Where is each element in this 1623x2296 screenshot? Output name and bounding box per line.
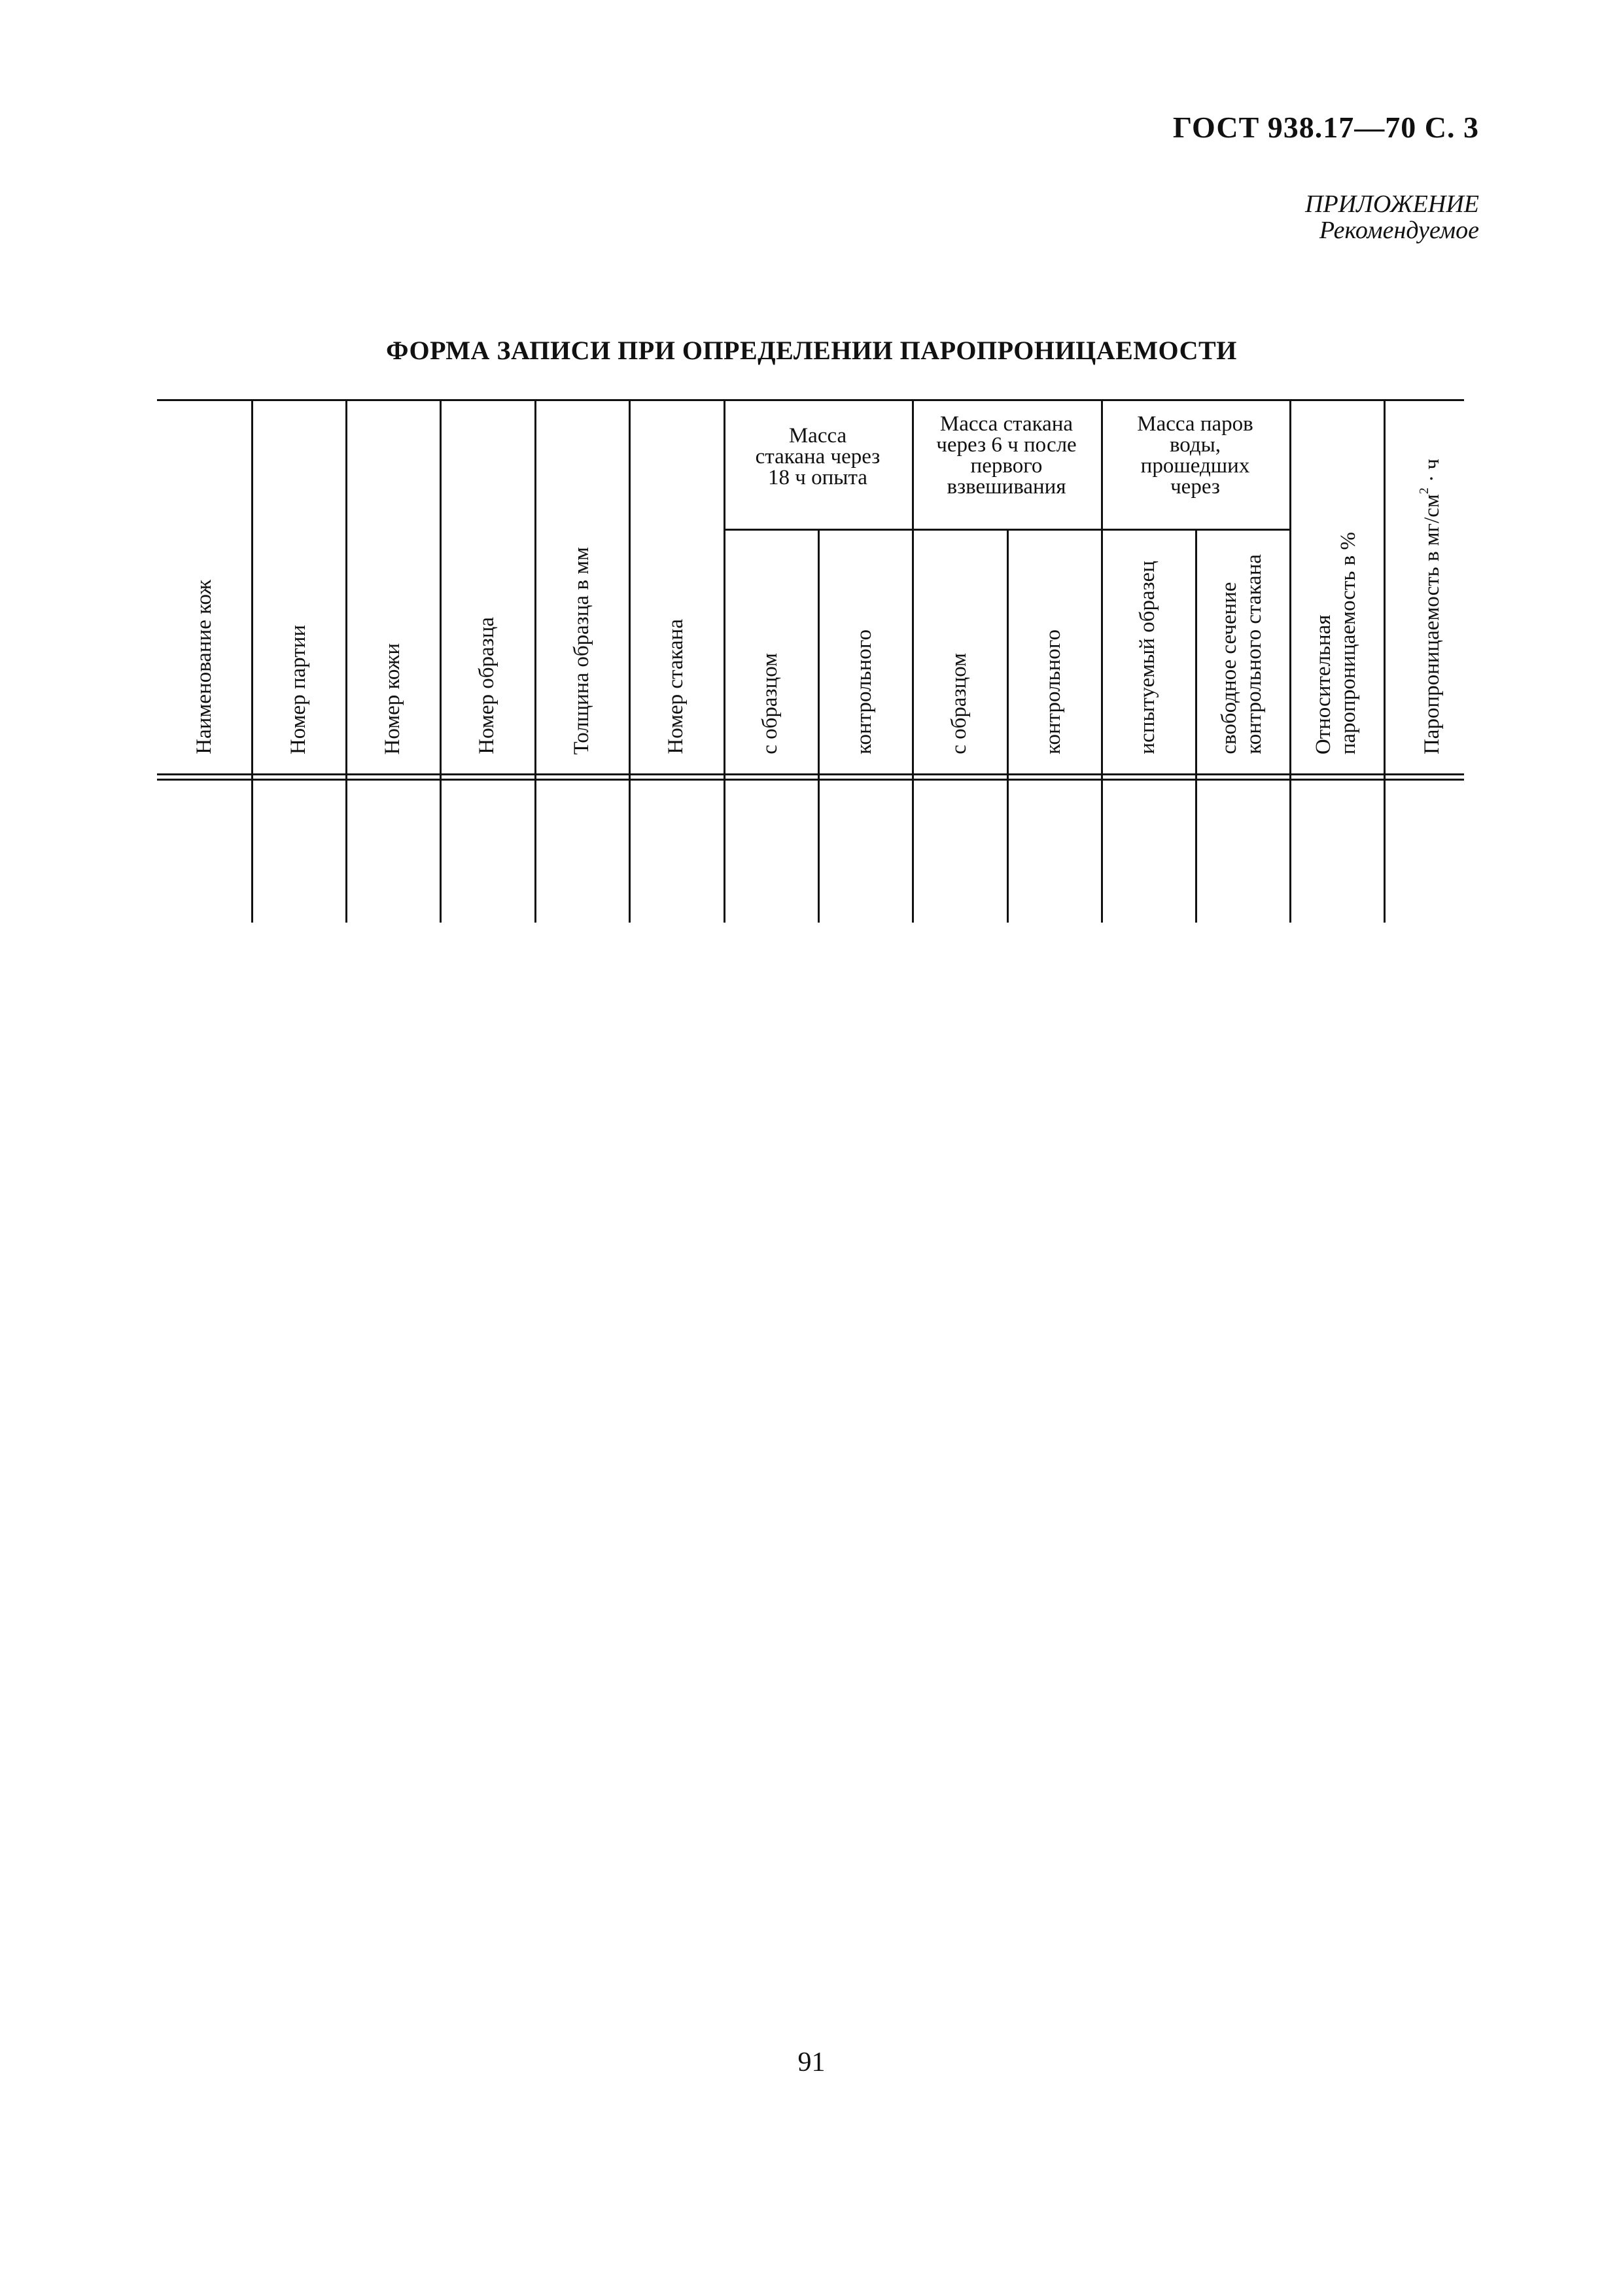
form-title: ФОРМА ЗАПИСИ ПРИ ОПРЕДЕЛЕНИИ ПАРОПРОНИЦАЕМОСТИ bbox=[386, 336, 1237, 365]
col-header-cup: Номер стакана bbox=[664, 619, 688, 754]
col-header-hide: Номер кожи bbox=[381, 643, 404, 754]
col-header-name: Наименование кож bbox=[192, 580, 216, 754]
group-header-6h bbox=[912, 414, 1101, 497]
group-header-line: Масса стакана bbox=[939, 412, 1073, 436]
group-header-18h bbox=[724, 425, 912, 488]
col-divider bbox=[1289, 399, 1291, 923]
subcol-header-g3-free-section bbox=[1217, 554, 1266, 754]
page-number: 91 bbox=[797, 2047, 826, 2077]
document-header-code: ГОСТ 938.17—70 С. 3 bbox=[1172, 111, 1479, 144]
subcol-header-g1-sample: с образцом bbox=[758, 653, 782, 754]
header-bottom-double-1 bbox=[157, 773, 1464, 775]
col-header-permeability bbox=[1412, 459, 1444, 754]
group-header-line: через 6 ч после bbox=[936, 433, 1077, 457]
header-bottom-double-2 bbox=[157, 779, 1464, 781]
col-divider bbox=[629, 399, 631, 923]
group-header-line: Масса паров bbox=[1137, 412, 1253, 436]
col-header-relative-permeability bbox=[1311, 532, 1361, 754]
appendix-type: Рекомендуемое bbox=[1319, 217, 1479, 244]
subcol-header-g3-sample: испытуемый образец bbox=[1136, 561, 1159, 754]
col-divider bbox=[251, 399, 253, 923]
table-top-border bbox=[157, 399, 1464, 401]
col-header-line: паропроницаемость в % bbox=[1336, 531, 1360, 754]
subcol-divider bbox=[818, 529, 820, 923]
subcol-header-g2-control: контрольного bbox=[1041, 629, 1065, 754]
subcol-header-line: контрольного стакана bbox=[1242, 554, 1266, 754]
permeability-unit-tail: · ч bbox=[1420, 458, 1444, 482]
permeability-unit: Паропроницаемость в мг/см bbox=[1420, 494, 1444, 754]
col-header-thickness: Толщина образца в мм bbox=[570, 546, 593, 754]
appendix-block bbox=[1305, 191, 1479, 243]
group-header-line: стакана через bbox=[755, 445, 881, 468]
col-divider bbox=[440, 399, 442, 923]
col-header-line: Относительная bbox=[1312, 614, 1335, 754]
subcol-divider bbox=[1007, 529, 1009, 923]
col-divider bbox=[1384, 399, 1386, 923]
group-header-line: Масса bbox=[788, 424, 847, 448]
col-divider bbox=[345, 399, 347, 923]
group-header-line: через bbox=[1170, 475, 1220, 499]
group-header-vapour bbox=[1101, 414, 1289, 497]
subcol-header-g2-sample: с образцом bbox=[947, 653, 971, 754]
permeability-unit-exponent: 2 bbox=[1417, 487, 1431, 495]
subcol-header-g1-control: контрольного bbox=[852, 629, 876, 754]
subcol-header-line: свободное сечение bbox=[1217, 582, 1241, 754]
col-header-sample: Номер образца bbox=[475, 617, 498, 754]
col-header-batch: Номер партии bbox=[287, 624, 310, 754]
group-header-line: прошедших bbox=[1140, 454, 1250, 478]
col-divider bbox=[534, 399, 536, 923]
group-header-line: первого bbox=[970, 454, 1043, 478]
group-header-line: воды, bbox=[1169, 433, 1221, 457]
group-header-line: взвешивания bbox=[947, 475, 1066, 499]
group-header-line: 18 ч опыта bbox=[768, 466, 867, 489]
appendix-label: ПРИЛОЖЕНИЕ bbox=[1305, 190, 1479, 218]
subcol-divider bbox=[1195, 529, 1197, 923]
